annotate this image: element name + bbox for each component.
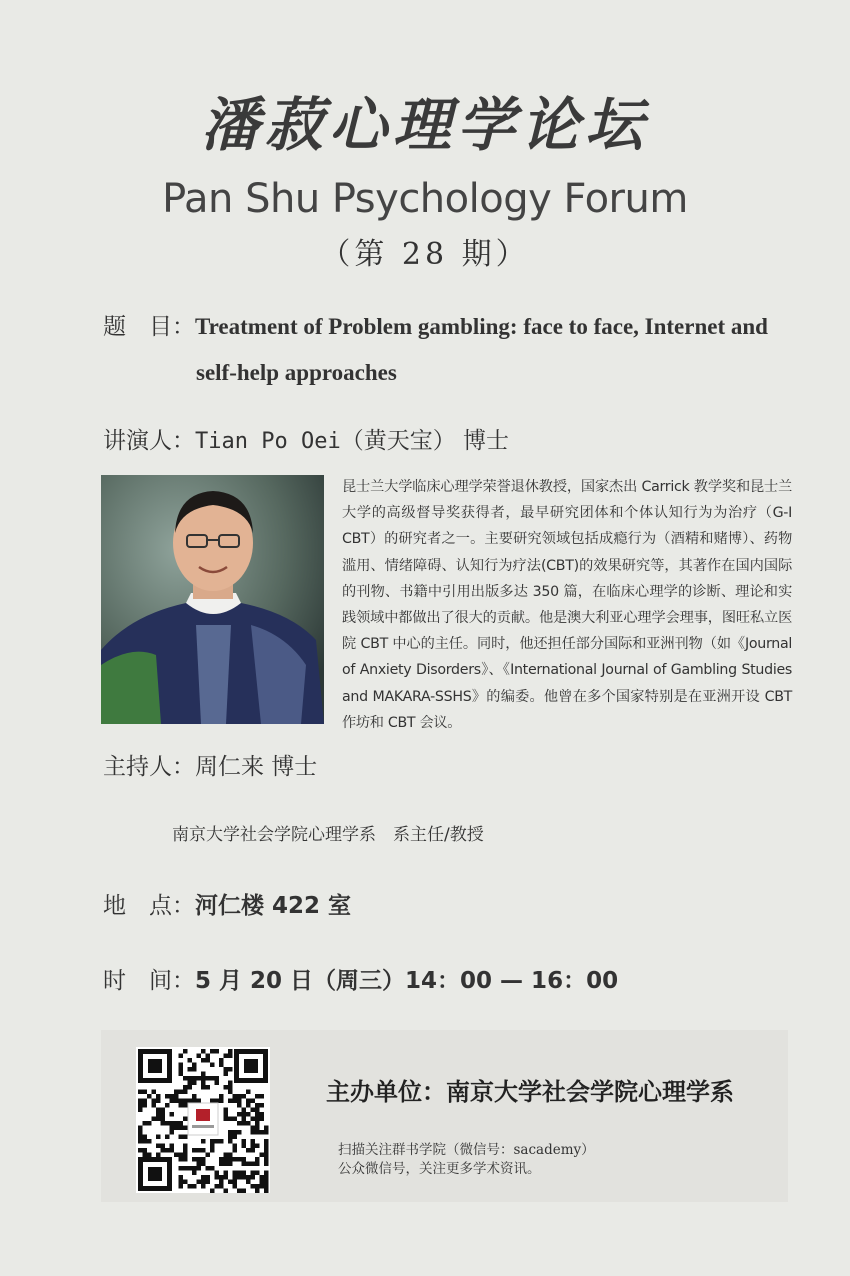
venue-row bbox=[103, 887, 351, 920]
topic-title-line2: self-help approaches bbox=[196, 360, 397, 385]
topic-row bbox=[103, 308, 768, 341]
host-row bbox=[103, 748, 317, 781]
speaker-row bbox=[103, 422, 509, 455]
host-name: 周仁来 博士 bbox=[195, 754, 318, 780]
speaker-photo bbox=[101, 475, 324, 724]
host-label: 主持人： bbox=[103, 754, 195, 780]
speaker-bio: 昆士兰大学临床心理学荣誉退休教授，国家杰出 Carrick 教学奖和昆士兰大学的高级督导奖获得者，最早研究团体和个体认知行为为治疗（G-I CBT）的研究者之一。主要研究领域包括成瘾行为（酒精和赌博）、药物滥用、情绪障碍、认知行为疗法(CBT)的效果研究等，其著作在国内国际的刊物、书籍中引用出版多达 350 篇，在临床心理学的诊断、理论和实践领域中都做出了很大的贡献。他是澳大利亚心理学会理事，图旺私立医院 CBT 中心的主任。同时，他还担任部分国际和亚洲刊物（如《Journal of Anxiety Disorders》、《International Journal of Gambling Studies and MAKARA-SSHS》的编委。他曾在多个国家特别是在亚洲开设 CBT 作坊和 CBT 会议。 bbox=[342, 479, 792, 731]
qr-code[interactable] bbox=[136, 1047, 270, 1193]
organizer: 主办单位：南京大学社会学院心理学系 bbox=[326, 1078, 734, 1106]
speaker-portrait-icon bbox=[101, 475, 324, 724]
speaker-name-chinese: （黄天宝） bbox=[340, 428, 456, 454]
time-label: 时 间： bbox=[103, 968, 195, 994]
speaker-label: 讲演人： bbox=[103, 428, 195, 454]
speaker-name: Tian Po Oei bbox=[195, 429, 341, 454]
topic-label: 题 目： bbox=[103, 314, 195, 340]
venue-label: 地 点： bbox=[103, 893, 195, 919]
time-value: 5 月 20 日（周三）14：00 — 16：00 bbox=[195, 968, 619, 994]
qr-code-icon bbox=[136, 1047, 270, 1193]
speaker-title: 博士 bbox=[455, 428, 510, 454]
issue-number: （第 28 期） bbox=[320, 237, 530, 272]
forum-title-chinese: 潘菽心理学论坛 bbox=[200, 91, 649, 159]
scan-instruction-line1: 扫描关注群书学院（微信号：sacademy） bbox=[338, 1142, 595, 1158]
host-department: 南京大学社会学院心理学系 系主任/教授 bbox=[172, 825, 484, 845]
topic-title-line1: Treatment of Problem gambling: face to face, Internet and bbox=[195, 314, 768, 339]
forum-title-english: Pan Shu Psychology Forum bbox=[162, 176, 688, 222]
time-row bbox=[103, 962, 618, 995]
scan-instruction-line2: 公众微信号，关注更多学术资讯。 bbox=[338, 1161, 541, 1177]
venue-value: 河仁楼 422 室 bbox=[195, 893, 352, 919]
